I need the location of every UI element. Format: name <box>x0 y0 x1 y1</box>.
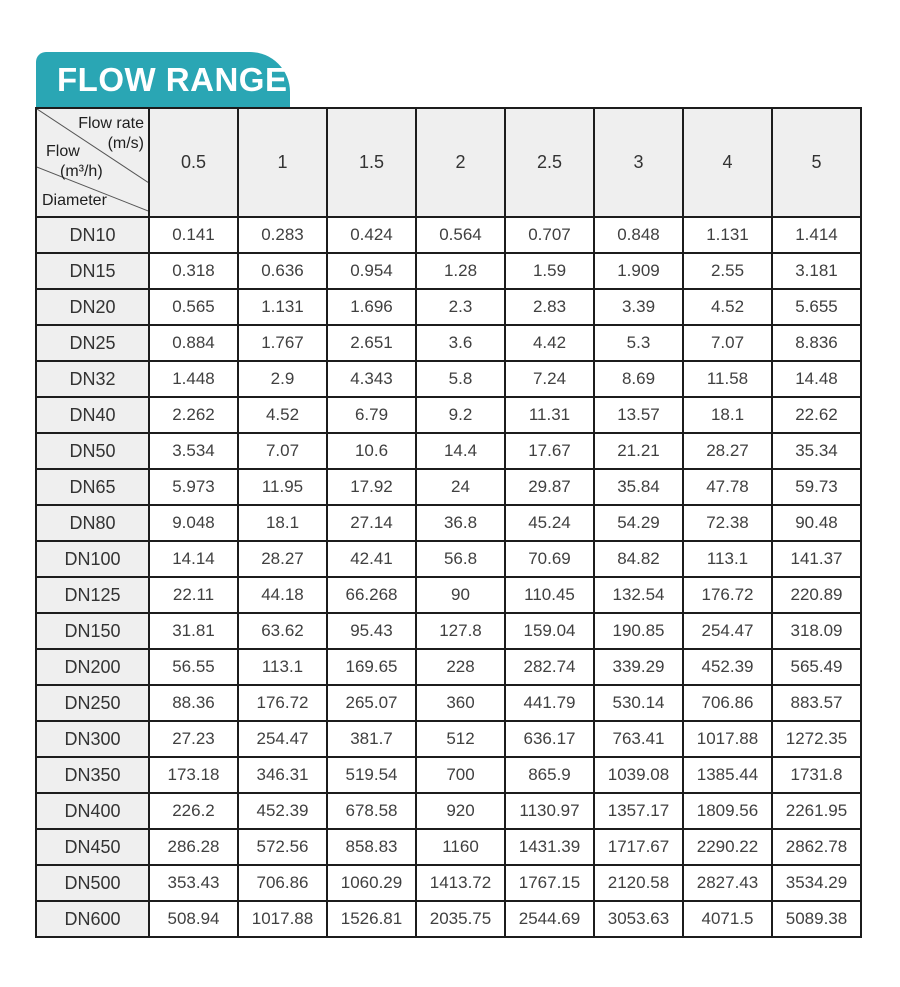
flow-value-cell: 339.29 <box>594 649 683 685</box>
flow-value-cell: 282.74 <box>505 649 594 685</box>
flow-value-cell: 2827.43 <box>683 865 772 901</box>
flow-value-cell: 9.2 <box>416 397 505 433</box>
table-row <box>36 721 861 757</box>
flow-value-cell: 1.414 <box>772 217 861 253</box>
diameter-cell: DN600 <box>36 901 149 937</box>
flow-value-cell: 22.62 <box>772 397 861 433</box>
flow-value-cell: 22.11 <box>149 577 238 613</box>
flow-value-cell: 2290.22 <box>683 829 772 865</box>
flow-rate-header-cell: 1 <box>238 108 327 217</box>
flow-value-cell: 35.84 <box>594 469 683 505</box>
flow-value-cell: 2261.95 <box>772 793 861 829</box>
flow-unit: (m³/h) <box>60 162 103 180</box>
diameter-cell: DN100 <box>36 541 149 577</box>
flow-value-cell: 4.52 <box>683 289 772 325</box>
flow-value-cell: 31.81 <box>149 613 238 649</box>
flow-value-cell: 1.28 <box>416 253 505 289</box>
flow-value-cell: 18.1 <box>683 397 772 433</box>
flow-value-cell: 173.18 <box>149 757 238 793</box>
flow-value-cell: 512 <box>416 721 505 757</box>
flow-value-cell: 90 <box>416 577 505 613</box>
flow-value-cell: 1039.08 <box>594 757 683 793</box>
table-row <box>36 433 861 469</box>
corner-header-cell <box>36 108 149 217</box>
table-row <box>36 541 861 577</box>
diameter-cell: DN300 <box>36 721 149 757</box>
flow-value-cell: 1717.67 <box>594 829 683 865</box>
diameter-cell: DN25 <box>36 325 149 361</box>
flow-value-cell: 508.94 <box>149 901 238 937</box>
flow-value-cell: 5.973 <box>149 469 238 505</box>
flow-value-cell: 47.78 <box>683 469 772 505</box>
flow-value-cell: 1160 <box>416 829 505 865</box>
flow-value-cell: 6.79 <box>327 397 416 433</box>
flow-value-cell: 1272.35 <box>772 721 861 757</box>
flow-value-cell: 8.69 <box>594 361 683 397</box>
flow-value-cell: 27.23 <box>149 721 238 757</box>
flow-value-cell: 4.343 <box>327 361 416 397</box>
diameter-cell: DN50 <box>36 433 149 469</box>
flow-value-cell: 0.283 <box>238 217 327 253</box>
table-row <box>36 577 861 613</box>
flow-value-cell: 0.565 <box>149 289 238 325</box>
flow-value-cell: 28.27 <box>683 433 772 469</box>
flow-value-cell: 265.07 <box>327 685 416 721</box>
flow-value-cell: 35.34 <box>772 433 861 469</box>
flow-value-cell: 0.424 <box>327 217 416 253</box>
flow-value-cell: 519.54 <box>327 757 416 793</box>
flow-value-cell: 45.24 <box>505 505 594 541</box>
table-row <box>36 757 861 793</box>
flow-value-cell: 3534.29 <box>772 865 861 901</box>
flow-value-cell: 226.2 <box>149 793 238 829</box>
flow-value-cell: 110.45 <box>505 577 594 613</box>
flow-value-cell: 565.49 <box>772 649 861 685</box>
flow-value-cell: 858.83 <box>327 829 416 865</box>
flow-value-cell: 2.83 <box>505 289 594 325</box>
flow-rate-header-cell: 5 <box>772 108 861 217</box>
flow-range-banner <box>36 52 290 108</box>
diameter-cell: DN32 <box>36 361 149 397</box>
flow-value-cell: 678.58 <box>327 793 416 829</box>
flow-value-cell: 2.262 <box>149 397 238 433</box>
flow-value-cell: 706.86 <box>683 685 772 721</box>
flow-value-cell: 3.6 <box>416 325 505 361</box>
flow-value-cell: 2.3 <box>416 289 505 325</box>
flow-value-cell: 636.17 <box>505 721 594 757</box>
flow-value-cell: 24 <box>416 469 505 505</box>
flow-value-cell: 865.9 <box>505 757 594 793</box>
flow-value-cell: 763.41 <box>594 721 683 757</box>
flow-rate-header-cell: 4 <box>683 108 772 217</box>
flow-value-cell: 1.448 <box>149 361 238 397</box>
table-row <box>36 829 861 865</box>
flow-value-cell: 17.92 <box>327 469 416 505</box>
flow-value-cell: 286.28 <box>149 829 238 865</box>
flow-value-cell: 5.655 <box>772 289 861 325</box>
flow-value-cell: 7.07 <box>683 325 772 361</box>
flow-value-cell: 2862.78 <box>772 829 861 865</box>
flow-value-cell: 1.696 <box>327 289 416 325</box>
flow-value-cell: 5.3 <box>594 325 683 361</box>
flow-value-cell: 11.31 <box>505 397 594 433</box>
corner-label-diameter: Diameter <box>42 192 107 209</box>
flow-value-cell: 56.55 <box>149 649 238 685</box>
flow-value-cell: 2.55 <box>683 253 772 289</box>
flow-value-cell: 36.8 <box>416 505 505 541</box>
table-row <box>36 289 861 325</box>
flow-value-cell: 1.909 <box>594 253 683 289</box>
flow-value-cell: 883.57 <box>772 685 861 721</box>
flow-value-cell: 1767.15 <box>505 865 594 901</box>
flow-value-cell: 95.43 <box>327 613 416 649</box>
flow-value-cell: 113.1 <box>238 649 327 685</box>
diameter-cell: DN40 <box>36 397 149 433</box>
flow-value-cell: 0.848 <box>594 217 683 253</box>
flow-value-cell: 0.564 <box>416 217 505 253</box>
flow-value-cell: 0.954 <box>327 253 416 289</box>
flow-value-cell: 2.651 <box>327 325 416 361</box>
flow-value-cell: 1.59 <box>505 253 594 289</box>
flow-range-table <box>35 107 862 938</box>
table-row <box>36 793 861 829</box>
diameter-cell: DN250 <box>36 685 149 721</box>
diameter-cell: DN500 <box>36 865 149 901</box>
diameter-cell: DN350 <box>36 757 149 793</box>
header-row <box>36 108 861 217</box>
flow-value-cell: 2035.75 <box>416 901 505 937</box>
diameter-cell: DN20 <box>36 289 149 325</box>
flow-value-cell: 84.82 <box>594 541 683 577</box>
flow-value-cell: 572.56 <box>238 829 327 865</box>
flow-value-cell: 1060.29 <box>327 865 416 901</box>
flow-value-cell: 1.767 <box>238 325 327 361</box>
flow-value-cell: 54.29 <box>594 505 683 541</box>
flow-value-cell: 1385.44 <box>683 757 772 793</box>
flow-value-cell: 7.07 <box>238 433 327 469</box>
flow-value-cell: 228 <box>416 649 505 685</box>
diameter-cell: DN10 <box>36 217 149 253</box>
table-row <box>36 685 861 721</box>
table-row <box>36 361 861 397</box>
corner-label-flow <box>46 142 103 181</box>
diameter-cell: DN65 <box>36 469 149 505</box>
flow-value-cell: 28.27 <box>238 541 327 577</box>
flow-value-cell: 5089.38 <box>772 901 861 937</box>
flow-value-cell: 63.62 <box>238 613 327 649</box>
table-row <box>36 253 861 289</box>
flow-rate-header-cell: 0.5 <box>149 108 238 217</box>
table-row <box>36 325 861 361</box>
diameter-cell: DN15 <box>36 253 149 289</box>
table-row <box>36 901 861 937</box>
flow-value-cell: 9.048 <box>149 505 238 541</box>
flow-value-cell: 360 <box>416 685 505 721</box>
flow-rate-unit: (m/s) <box>107 134 144 152</box>
flow-value-cell: 141.37 <box>772 541 861 577</box>
flow-value-cell: 2544.69 <box>505 901 594 937</box>
diameter-cell: DN400 <box>36 793 149 829</box>
flow-value-cell: 353.43 <box>149 865 238 901</box>
flow-rate-header-cell: 2 <box>416 108 505 217</box>
flow-rate-header-cell: 3 <box>594 108 683 217</box>
flow-rate-header-cell: 2.5 <box>505 108 594 217</box>
flow-value-cell: 1130.97 <box>505 793 594 829</box>
flow-value-cell: 176.72 <box>683 577 772 613</box>
flow-value-cell: 3.181 <box>772 253 861 289</box>
flow-rate-header-cell: 1.5 <box>327 108 416 217</box>
flow-value-cell: 176.72 <box>238 685 327 721</box>
flow-value-cell: 254.47 <box>238 721 327 757</box>
table-row <box>36 865 861 901</box>
flow-value-cell: 56.8 <box>416 541 505 577</box>
flow-value-cell: 18.1 <box>238 505 327 541</box>
flow-value-cell: 920 <box>416 793 505 829</box>
flow-value-cell: 13.57 <box>594 397 683 433</box>
flow-value-cell: 7.24 <box>505 361 594 397</box>
flow-value-cell: 220.89 <box>772 577 861 613</box>
flow-value-cell: 132.54 <box>594 577 683 613</box>
flow-value-cell: 29.87 <box>505 469 594 505</box>
flow-value-cell: 0.141 <box>149 217 238 253</box>
flow-value-cell: 1526.81 <box>327 901 416 937</box>
flow-value-cell: 452.39 <box>238 793 327 829</box>
flow-value-cell: 10.6 <box>327 433 416 469</box>
diameter-cell: DN125 <box>36 577 149 613</box>
table-row <box>36 613 861 649</box>
flow-rate-label: Flow rate <box>78 115 144 132</box>
table-body <box>36 217 861 937</box>
flow-value-cell: 127.8 <box>416 613 505 649</box>
table-row <box>36 397 861 433</box>
flow-value-cell: 90.48 <box>772 505 861 541</box>
flow-value-cell: 0.636 <box>238 253 327 289</box>
flow-value-cell: 11.58 <box>683 361 772 397</box>
flow-value-cell: 3053.63 <box>594 901 683 937</box>
flow-value-cell: 254.47 <box>683 613 772 649</box>
flow-value-cell: 700 <box>416 757 505 793</box>
flow-value-cell: 1413.72 <box>416 865 505 901</box>
table-row <box>36 505 861 541</box>
flow-value-cell: 1.131 <box>683 217 772 253</box>
flow-value-cell: 1809.56 <box>683 793 772 829</box>
flow-value-cell: 169.65 <box>327 649 416 685</box>
flow-value-cell: 14.48 <box>772 361 861 397</box>
flow-value-cell: 1017.88 <box>683 721 772 757</box>
table-row <box>36 217 861 253</box>
flow-value-cell: 2.9 <box>238 361 327 397</box>
flow-value-cell: 4.42 <box>505 325 594 361</box>
flow-value-cell: 44.18 <box>238 577 327 613</box>
flow-value-cell: 0.884 <box>149 325 238 361</box>
flow-value-cell: 11.95 <box>238 469 327 505</box>
flow-label: Flow <box>46 143 80 160</box>
flow-value-cell: 1017.88 <box>238 901 327 937</box>
flow-value-cell: 70.69 <box>505 541 594 577</box>
diameter-cell: DN450 <box>36 829 149 865</box>
flow-value-cell: 88.36 <box>149 685 238 721</box>
flow-value-cell: 5.8 <box>416 361 505 397</box>
diameter-cell: DN200 <box>36 649 149 685</box>
flow-value-cell: 3.39 <box>594 289 683 325</box>
diameter-cell: DN150 <box>36 613 149 649</box>
flow-value-cell: 2120.58 <box>594 865 683 901</box>
flow-value-cell: 0.707 <box>505 217 594 253</box>
flow-value-cell: 42.41 <box>327 541 416 577</box>
flow-value-cell: 1357.17 <box>594 793 683 829</box>
flow-value-cell: 113.1 <box>683 541 772 577</box>
flow-value-cell: 190.85 <box>594 613 683 649</box>
flow-value-cell: 27.14 <box>327 505 416 541</box>
flow-value-cell: 66.268 <box>327 577 416 613</box>
flow-value-cell: 452.39 <box>683 649 772 685</box>
flow-value-cell: 346.31 <box>238 757 327 793</box>
flow-value-cell: 72.38 <box>683 505 772 541</box>
flow-value-cell: 706.86 <box>238 865 327 901</box>
flow-value-cell: 21.21 <box>594 433 683 469</box>
flow-value-cell: 0.318 <box>149 253 238 289</box>
flow-value-cell: 17.67 <box>505 433 594 469</box>
flow-value-cell: 14.4 <box>416 433 505 469</box>
flow-value-cell: 1731.8 <box>772 757 861 793</box>
flow-value-cell: 14.14 <box>149 541 238 577</box>
flow-value-cell: 3.534 <box>149 433 238 469</box>
flow-value-cell: 4.52 <box>238 397 327 433</box>
flow-value-cell: 159.04 <box>505 613 594 649</box>
table-row <box>36 649 861 685</box>
page-title: FLOW RANGE <box>57 61 288 98</box>
flow-value-cell: 1431.39 <box>505 829 594 865</box>
flow-value-cell: 318.09 <box>772 613 861 649</box>
flow-value-cell: 381.7 <box>327 721 416 757</box>
flow-value-cell: 59.73 <box>772 469 861 505</box>
flow-value-cell: 530.14 <box>594 685 683 721</box>
diameter-cell: DN80 <box>36 505 149 541</box>
table-row <box>36 469 861 505</box>
flow-value-cell: 1.131 <box>238 289 327 325</box>
flow-value-cell: 4071.5 <box>683 901 772 937</box>
flow-value-cell: 8.836 <box>772 325 861 361</box>
flow-value-cell: 441.79 <box>505 685 594 721</box>
